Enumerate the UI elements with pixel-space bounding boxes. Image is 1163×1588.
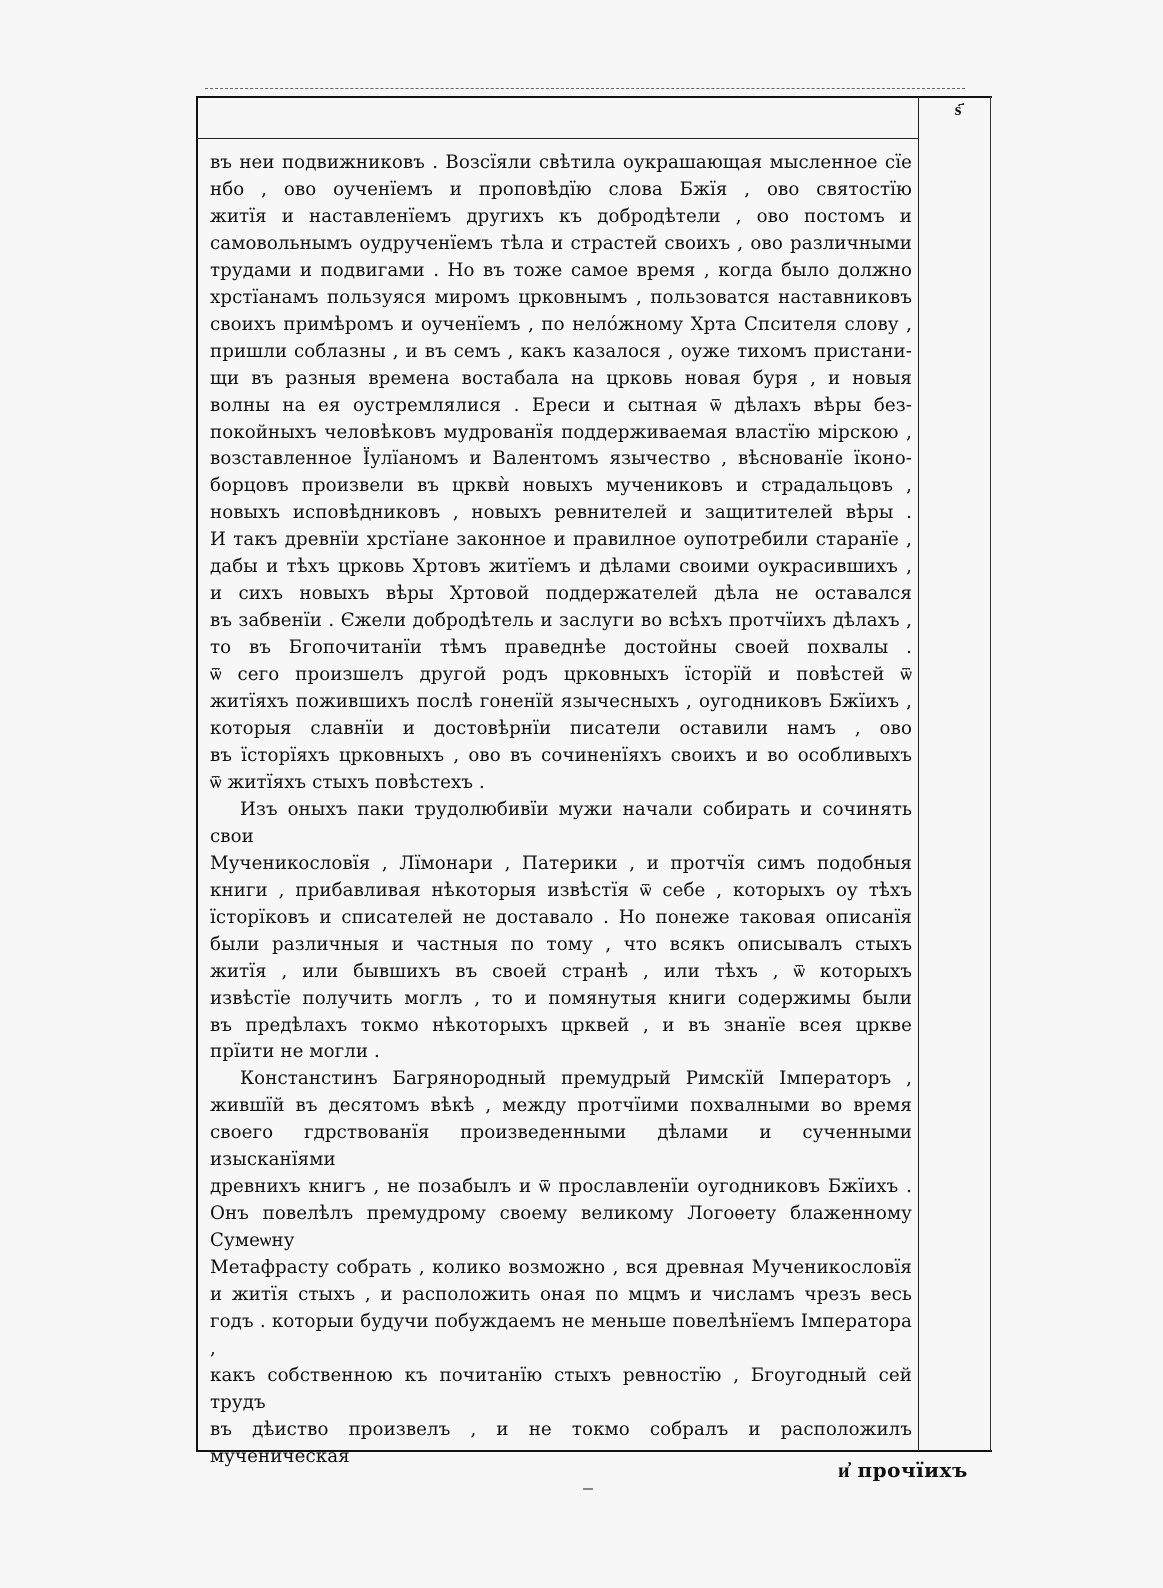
- text-line: были различныя и частныя по тому , что всякъ описывалъ стыхъ: [210, 933, 912, 955]
- text-line: жившїй въ десятомъ вѣкѣ , между протчїими похвалными во время: [210, 1095, 912, 1117]
- header-rule: [196, 138, 918, 139]
- top-dotted-rule: [205, 88, 965, 89]
- page-number: ѕ҃: [954, 100, 962, 120]
- text-line: годъ . которыи будучи побуждаемъ не меньше повелѣнїемъ Імператора ,: [210, 1310, 912, 1359]
- body-text: [210, 150, 912, 1471]
- text-line: въ предѣлахъ токмо нѣкоторыхъ црквей , и въ знанїе всея цркве: [210, 1014, 912, 1036]
- text-line: дабы и тѣхъ црковь Хртовъ житїемъ и дѣлами своими оукрасившихъ ,: [210, 556, 912, 578]
- text-line: древнихъ книгъ , не позабылъ и ѿ прославленїи оугодниковъ Бжїихъ .: [210, 1176, 912, 1198]
- text-line: щи въ разныя времена востабала на црковь новая буря , и новыя: [210, 367, 912, 389]
- text-line: трудами и подвигами . Но въ тоже самое время , когда было должно: [210, 259, 912, 281]
- text-line: новыхъ исповѣдниковъ , новыхъ ревнителей и защитителей вѣры .: [210, 502, 912, 524]
- frame-left-rule: [196, 96, 198, 1450]
- text-line: нбо , ово оученїемъ и проповѣдїю слова Бжїя , ово святостїю: [210, 178, 912, 200]
- frame-margin-rule: [918, 96, 919, 1450]
- text-line: борцовъ произвели въ црквѝ новыхъ мучениковъ и страдальцовъ ,: [210, 475, 912, 497]
- text-line: Изъ оныхъ паки трудолюбивїи мужи начали собирать и сочинять свои: [210, 798, 912, 847]
- text-line: и житїя стыхъ , и расположить оная по мцмъ и числамъ чрезъ весь: [210, 1284, 912, 1306]
- text-line: то въ Бгопочитанїи тѣмъ праведнѣе достойны своей похвалы .: [210, 637, 912, 659]
- text-line: пришли соблазны , и въ семъ , какъ казалося , оуже тихомъ пристани-: [210, 340, 912, 362]
- text-line: какъ собственною къ почитанїю стыхъ ревностїю , Бгоугодный сей трудъ: [210, 1364, 912, 1413]
- text-line: Констанстинъ Багрянородный премудрый Римскїй Імператоръ ,: [240, 1068, 912, 1090]
- text-line: книги , прибавливая нѣкоторыя извѣстїя ѿ себе , которыхъ оу тѣхъ: [210, 879, 912, 901]
- text-line: житїя и наставленїемъ другихъ къ добродѣтели , ово постомъ и: [210, 205, 912, 227]
- text-line: извѣстїе получить моглъ , то и помянутыя книги содержимы были: [210, 987, 912, 1009]
- text-line: возставленное Їулїаномъ и Валентомъ язычество , вѣснованїе їконо-: [210, 448, 912, 470]
- text-line: своихъ примѣромъ и оученїемъ , по нело́жному Хрта Спсителя слову ,: [210, 313, 912, 335]
- text-line: їсторїковъ и списателей не доставало . Но понеже таковая описанїя: [210, 906, 912, 928]
- text-line: самовольнымъ оудрученїемъ тѣла и страстей своихъ , ово различными: [210, 232, 912, 254]
- text-line: своего гдрствованїя произведенными дѣлами и сученными изысканїями: [210, 1122, 912, 1171]
- text-line: прїити не могли .: [210, 1041, 380, 1063]
- catchword: и҆ прочїихъ: [838, 1458, 968, 1482]
- text-line: Онъ повелѣлъ премудрому своему великому Логоѳету блаженному Сумеѡну: [210, 1203, 912, 1252]
- text-line: хрстїанамъ пользуяся миромъ црковнымъ , пользоватся наставниковъ: [210, 286, 912, 308]
- frame-top-rule: [196, 96, 992, 98]
- text-line: въ неи подвижниковъ . Возсїяли свѣтила оукрашающая мысленное сїе: [210, 152, 912, 173]
- print-mark: [583, 1488, 593, 1490]
- text-line: житїяхъ пожившихъ послѣ гоненїй язычесныхъ , оугодниковъ Бжїихъ ,: [210, 691, 912, 713]
- text-line: Метафрасту собрать , колико возможно , вся древная Мученикословїя: [210, 1257, 912, 1279]
- text-line: И такъ древнїи хрстїане законное и правилное оупотребили старанїе ,: [210, 529, 912, 551]
- text-line: ѿ житїяхъ стыхъ повѣстехъ .: [210, 771, 485, 793]
- text-line: въ дѣиство произвелъ , и не токмо собралъ и расположилъ мученическая: [210, 1418, 912, 1467]
- text-line: Мученикословїя , Лїмонари , Патерики , и протчїя симъ подобныя: [210, 852, 912, 874]
- frame-right-rule: [990, 96, 991, 1450]
- text-line: волны на ея оустремлялися . Ереси и сытная ѿ дѣлахъ вѣры без-: [210, 394, 912, 416]
- text-line: житїя , или бывшихъ въ своей странѣ , или тѣхъ , ѿ которыхъ: [210, 960, 912, 982]
- text-line: которыя славнїи и достовѣрнїи писатели оставили намъ , ово: [210, 718, 912, 740]
- text-line: въ забвенїи . Єжели добродѣтель и заслуги во всѣхъ протчїихъ дѣлахъ ,: [210, 610, 912, 632]
- text-line: и сихъ новыхъ вѣры Хртовой поддержателей дѣла не оставался: [210, 583, 912, 605]
- text-line: въ їсторїяхъ црковныхъ , ово въ сочиненїяхъ своихъ и во особливыхъ: [210, 744, 912, 766]
- text-line: покойныхъ человѣковъ мудрованїя поддерживаемая властїю мірскою ,: [210, 421, 912, 443]
- text-line: ѿ сего произшелъ другой родъ црковныхъ їсторїй и повѣстей ѿ: [210, 664, 912, 686]
